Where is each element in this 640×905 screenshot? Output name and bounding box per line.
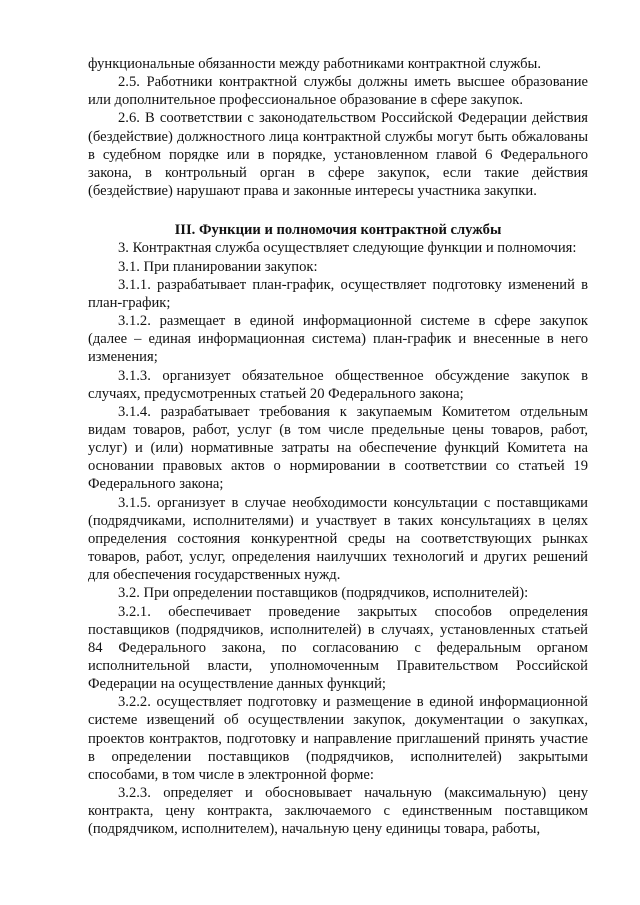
paragraph-3-2-2: 3.2.2. осуществляет подготовку и размещение в единой информационной системе извещений об осуществлении закупок, документации о закупках, проектов контрактов, подготовку и направление приглашений принять участие в определении поставщиков (подрядчиков, исполнителей) закрытыми способами, в том числе в электронной форме: <box>88 694 588 783</box>
paragraph-3-1-2: 3.1.2. размещает в единой информационной системе в сфере закупок (далее – единая информационная система) план-график и внесенные в него изменения; <box>88 313 588 366</box>
paragraph-3-2-3: 3.2.3. определяет и обосновывает начальную (максимальную) цену контракта, цену контракта, заключаемого с единственным поставщиком (подрядчиком, исполнителем), начальную цену единицы товара, работы, <box>88 785 588 838</box>
section-heading: III. Функции и полномочия контрактной службы <box>174 222 502 239</box>
paragraph-3-1: 3.1. При планировании закупок: <box>118 258 318 275</box>
paragraph-continuation: функциональные обязанности между работниками контрактной службы. <box>88 56 541 72</box>
paragraph-2-5: 2.5. Работники контрактной службы должны иметь высшее образование или дополнительное профессиональное образование в сфере закупок. <box>88 74 588 109</box>
paragraph-3-1-1: 3.1.1. разрабатывает план-график, осуществляет подготовку изменений в план-график; <box>88 276 588 311</box>
paragraph-2-6: 2.6. В соответствии с законодательством Российской Федерации действия (бездействие) должностного лица контрактной службы могут быть обжалованы в судебном порядке или в порядке, установленном главой 6 Федерального закона, в контрольный орган в сфере закупок, если такие действия (бездействие) нарушают права и законные интересы участника закупки. <box>88 110 588 200</box>
paragraph-3-1-5: 3.1.5. организует в случае необходимости консультации с поставщиками (подрядчиками, исполнителями) и участвует в таких консультациях в целях определения состояния конкурентной среды на соответствующих рынках товаров, работ, услуг, определения наилучших технологий и других решений для обеспечения государственных нужд. <box>88 494 588 584</box>
paragraph-3-1-4: 3.1.4. разрабатывает требования к закупаемым Комитетом отдельным видам товаров, работ, услуг (в том числе предельные цены товаров, работ, услуг) и (или) нормативные затраты на обеспечение функций Комитета на основании правовых актов о нормировании в соответствии со статьей 19 Федерального закона; <box>88 403 588 493</box>
paragraph-3-1-3: 3.1.3. организует обязательное общественное обсуждение закупок в случаях, предусмотренных статьей 20 Федерального закона; <box>88 367 588 402</box>
document-body <box>88 55 588 839</box>
paragraph-3-2-1: 3.2.1. обеспечивает проведение закрытых способов определения поставщиков (подрядчиков, исполнителей) в случаях, установленных статьей 84 Федерального закона, по согласованию с федеральным органом исполнительной власти, уполномоченным Правительством Российской Федерации на осуществление данных функций; <box>88 603 588 693</box>
paragraph-3: 3. Контрактная служба осуществляет следующие функции и полномочия: <box>118 240 577 257</box>
paragraph-3-2: 3.2. При определении поставщиков (подрядчиков, исполнителей): <box>118 585 529 602</box>
